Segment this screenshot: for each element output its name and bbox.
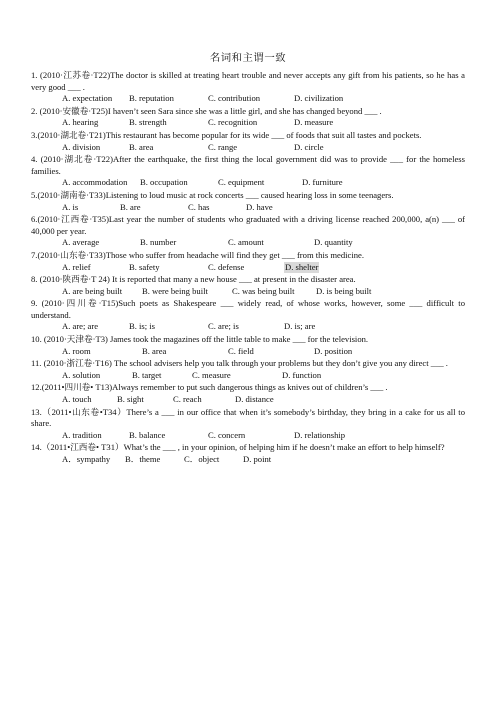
question-stem: 3.(2010·湖北卷·T21)This restaurant has become popular for its wide ___ of foods that suit all tastes and pockets. bbox=[31, 129, 422, 140]
question-options bbox=[31, 394, 465, 406]
option-c: C. amount bbox=[228, 237, 264, 248]
question-9 bbox=[31, 298, 465, 333]
question-options bbox=[31, 321, 465, 333]
question-2 bbox=[31, 106, 465, 129]
option-d: D. circle bbox=[294, 141, 324, 152]
option-b: B. sight bbox=[117, 394, 144, 405]
page-title: 名词和主谓一致 bbox=[209, 53, 287, 64]
question-14 bbox=[31, 442, 465, 465]
option-b: B. safety bbox=[129, 261, 160, 272]
option-c: C. field bbox=[228, 345, 254, 356]
question-stem: 6.(2010·江西卷·T35)Last year the number of students who graduated with a driving license reached 200,000, a(n) ___ of 40,000 per year. bbox=[31, 214, 465, 236]
question-options bbox=[31, 286, 465, 298]
question-stem: 8. (2010·陕西卷·T 24) It is reported that many a new house ___ at present in the disaster area. bbox=[31, 274, 356, 285]
question-stem: 5.(2010·湖南卷·T33)Listening to loud music at rock concerts ___ caused hearing loss in some teenagers. bbox=[31, 189, 394, 200]
question-options bbox=[31, 262, 465, 274]
question-stem: 4. (2010·湖北卷·T22)After the earthquake, the first thing the local government did was to provide ___ for the homeless families. bbox=[31, 154, 465, 176]
option-c: C. recognition bbox=[208, 117, 258, 128]
option-c: C．object bbox=[184, 454, 220, 464]
question-stem: 14.（2011•江西卷• T31）What’s the ___ , in your opinion, of helping him if he doesn’t make an effort to help himself? bbox=[31, 442, 445, 453]
question-options bbox=[31, 454, 465, 466]
question-options bbox=[31, 202, 465, 214]
option-a: A. tradition bbox=[62, 429, 102, 440]
option-b: B. balance bbox=[129, 429, 166, 440]
option-c: C. range bbox=[208, 141, 238, 152]
option-a: A. accommodation bbox=[62, 177, 128, 188]
option-a: A. division bbox=[62, 141, 101, 152]
option-d: D. point bbox=[243, 454, 272, 464]
option-a: A. room bbox=[62, 345, 91, 356]
question-1 bbox=[31, 70, 465, 105]
option-d: D. shelter bbox=[285, 261, 319, 272]
question-options bbox=[31, 117, 465, 129]
question-4 bbox=[31, 154, 465, 189]
question-12 bbox=[31, 382, 465, 405]
option-a: A. is bbox=[62, 201, 79, 212]
option-b: B. were being built bbox=[142, 285, 208, 296]
question-options bbox=[31, 430, 465, 442]
question-options bbox=[31, 370, 465, 382]
option-d: D. relationship bbox=[294, 429, 346, 440]
option-d: D. quantity bbox=[314, 237, 353, 248]
question-stem: 10. (2010·天津卷·T3) James took the magazines off the little table to make ___ for the television. bbox=[31, 334, 369, 345]
option-c: C. concern bbox=[208, 429, 246, 440]
option-a: A. solution bbox=[62, 369, 101, 380]
question-10 bbox=[31, 334, 465, 357]
option-a: A. are; are bbox=[62, 321, 99, 332]
option-d: D. measure bbox=[294, 117, 334, 128]
option-b: B. strength bbox=[129, 117, 167, 128]
option-c: C. defense bbox=[208, 261, 245, 272]
option-c: C. has bbox=[188, 201, 210, 212]
question-options bbox=[31, 177, 465, 189]
option-b: B. number bbox=[140, 237, 177, 248]
question-stem: 2. (2010·安徽卷·T25)I haven’t seen Sara since she was a little girl, and she has changed beyond ___ . bbox=[31, 105, 382, 116]
option-b: B. area bbox=[142, 345, 167, 356]
option-c: C. are; is bbox=[208, 321, 239, 332]
question-8 bbox=[31, 274, 465, 297]
option-b: B. reputation bbox=[129, 93, 174, 104]
option-a: A. are being built bbox=[62, 285, 123, 296]
option-d: D. civilization bbox=[294, 93, 344, 104]
question-stem: 1. (2010·江苏卷·T22)The doctor is skilled at treating heart trouble and never accepts any gift from his patients, so he has a very good ___ . bbox=[31, 70, 465, 92]
option-b: B. are bbox=[120, 201, 141, 212]
option-a: A．sympathy bbox=[62, 454, 111, 464]
option-d: D. is; are bbox=[284, 321, 316, 332]
option-a: A. hearing bbox=[62, 117, 99, 128]
option-b: B. is; is bbox=[129, 321, 156, 332]
option-d: D. position bbox=[314, 345, 353, 356]
option-a: A. touch bbox=[62, 394, 92, 405]
option-c: C. reach bbox=[173, 394, 202, 405]
question-6 bbox=[31, 214, 465, 249]
question-13 bbox=[31, 407, 465, 442]
question-options bbox=[31, 142, 465, 154]
option-c: C. equipment bbox=[218, 177, 265, 188]
question-3 bbox=[31, 130, 465, 153]
option-d: D. distance bbox=[235, 394, 274, 405]
option-b: B. area bbox=[129, 141, 154, 152]
option-d: D. furniture bbox=[302, 177, 343, 188]
option-d: D. function bbox=[282, 369, 322, 380]
option-c: C. contribution bbox=[208, 93, 261, 104]
option-d: D. is being built bbox=[316, 285, 372, 296]
question-7 bbox=[31, 250, 465, 273]
question-stem: 11. (2010·浙江卷·T16) The school advisers help you talk through your problems but they don’t give you any direct ___ . bbox=[31, 358, 448, 369]
option-a: A. expectation bbox=[62, 93, 113, 104]
option-c: C. measure bbox=[192, 369, 231, 380]
option-b: B. occupation bbox=[140, 177, 188, 188]
document-page bbox=[31, 52, 465, 467]
question-5 bbox=[31, 190, 465, 213]
question-options bbox=[31, 346, 465, 358]
option-b: B. target bbox=[132, 369, 162, 380]
question-options bbox=[31, 93, 465, 105]
question-11 bbox=[31, 358, 465, 381]
option-c: C. was being built bbox=[232, 285, 295, 296]
question-stem: 9. (2010·四川卷·T15)Such poets as Shakespeare ___ widely read, of whose works, however, some ___ difficult to understand. bbox=[31, 298, 465, 320]
option-a: A. relief bbox=[62, 261, 91, 272]
question-stem: 7.(2010·山东卷·T33)Those who suffer from headache will find they get ___ from this medicine. bbox=[31, 249, 365, 260]
option-a: A. average bbox=[62, 237, 100, 248]
question-stem: 13.（2011•山东卷•T34）There’s a ___ in our office that when it’s somebody’s birthday, they bring in a cake for us all to share. bbox=[31, 406, 465, 429]
option-b: B．theme bbox=[125, 454, 161, 464]
option-d: D. have bbox=[246, 201, 273, 212]
question-options bbox=[31, 237, 465, 249]
question-stem: 12.(2011•四川卷• T13)Always remember to put such dangerous things as knives out of children’s ___ . bbox=[31, 382, 388, 393]
